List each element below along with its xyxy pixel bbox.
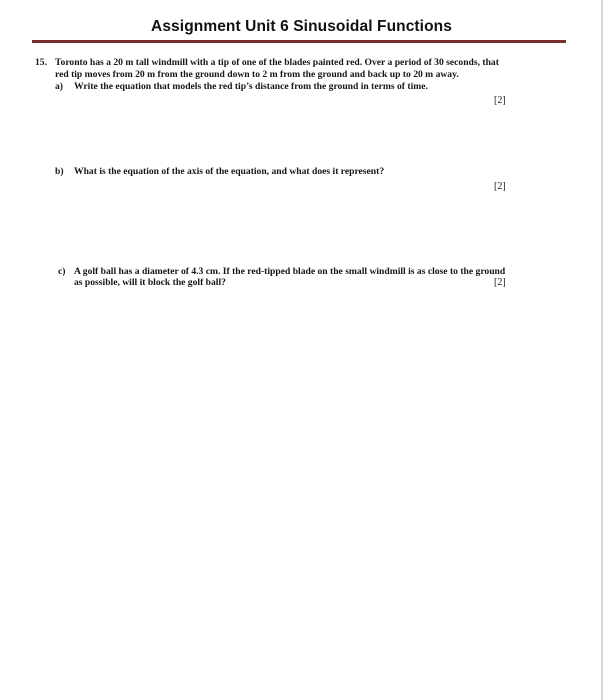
part-a-text: Write the equation that models the red tip’s distance from the ground in terms of time. [74,81,428,92]
part-a-marks: [2] [494,95,506,106]
title-underline [32,40,566,43]
part-c-text-line-1: A golf ball has a diameter of 4.3 cm. If the red-tipped blade on the small windmill is as close to the ground [74,266,506,277]
document-title: Assignment Unit 6 Sinusoidal Functions [151,18,452,35]
part-b-label: b) [55,166,64,177]
part-c-marks: [2] [494,277,506,288]
part-c-label: c) [58,266,66,277]
part-a-label: a) [55,81,63,92]
question-stem-line-1: Toronto has a 20 m tall windmill with a tip of one of the blades painted red. Over a period of 30 seconds, that [55,57,499,68]
question-number: 15. [35,57,47,68]
part-c-text-line-2: as possible, will it block the golf ball? [74,277,226,288]
question-stem-line-2: red tip moves from 20 m from the ground down to 2 m from the ground and back up to 20 m away. [55,69,459,80]
part-b-text: What is the equation of the axis of the equation, and what does it represent? [74,166,385,177]
part-b-marks: [2] [494,181,506,192]
